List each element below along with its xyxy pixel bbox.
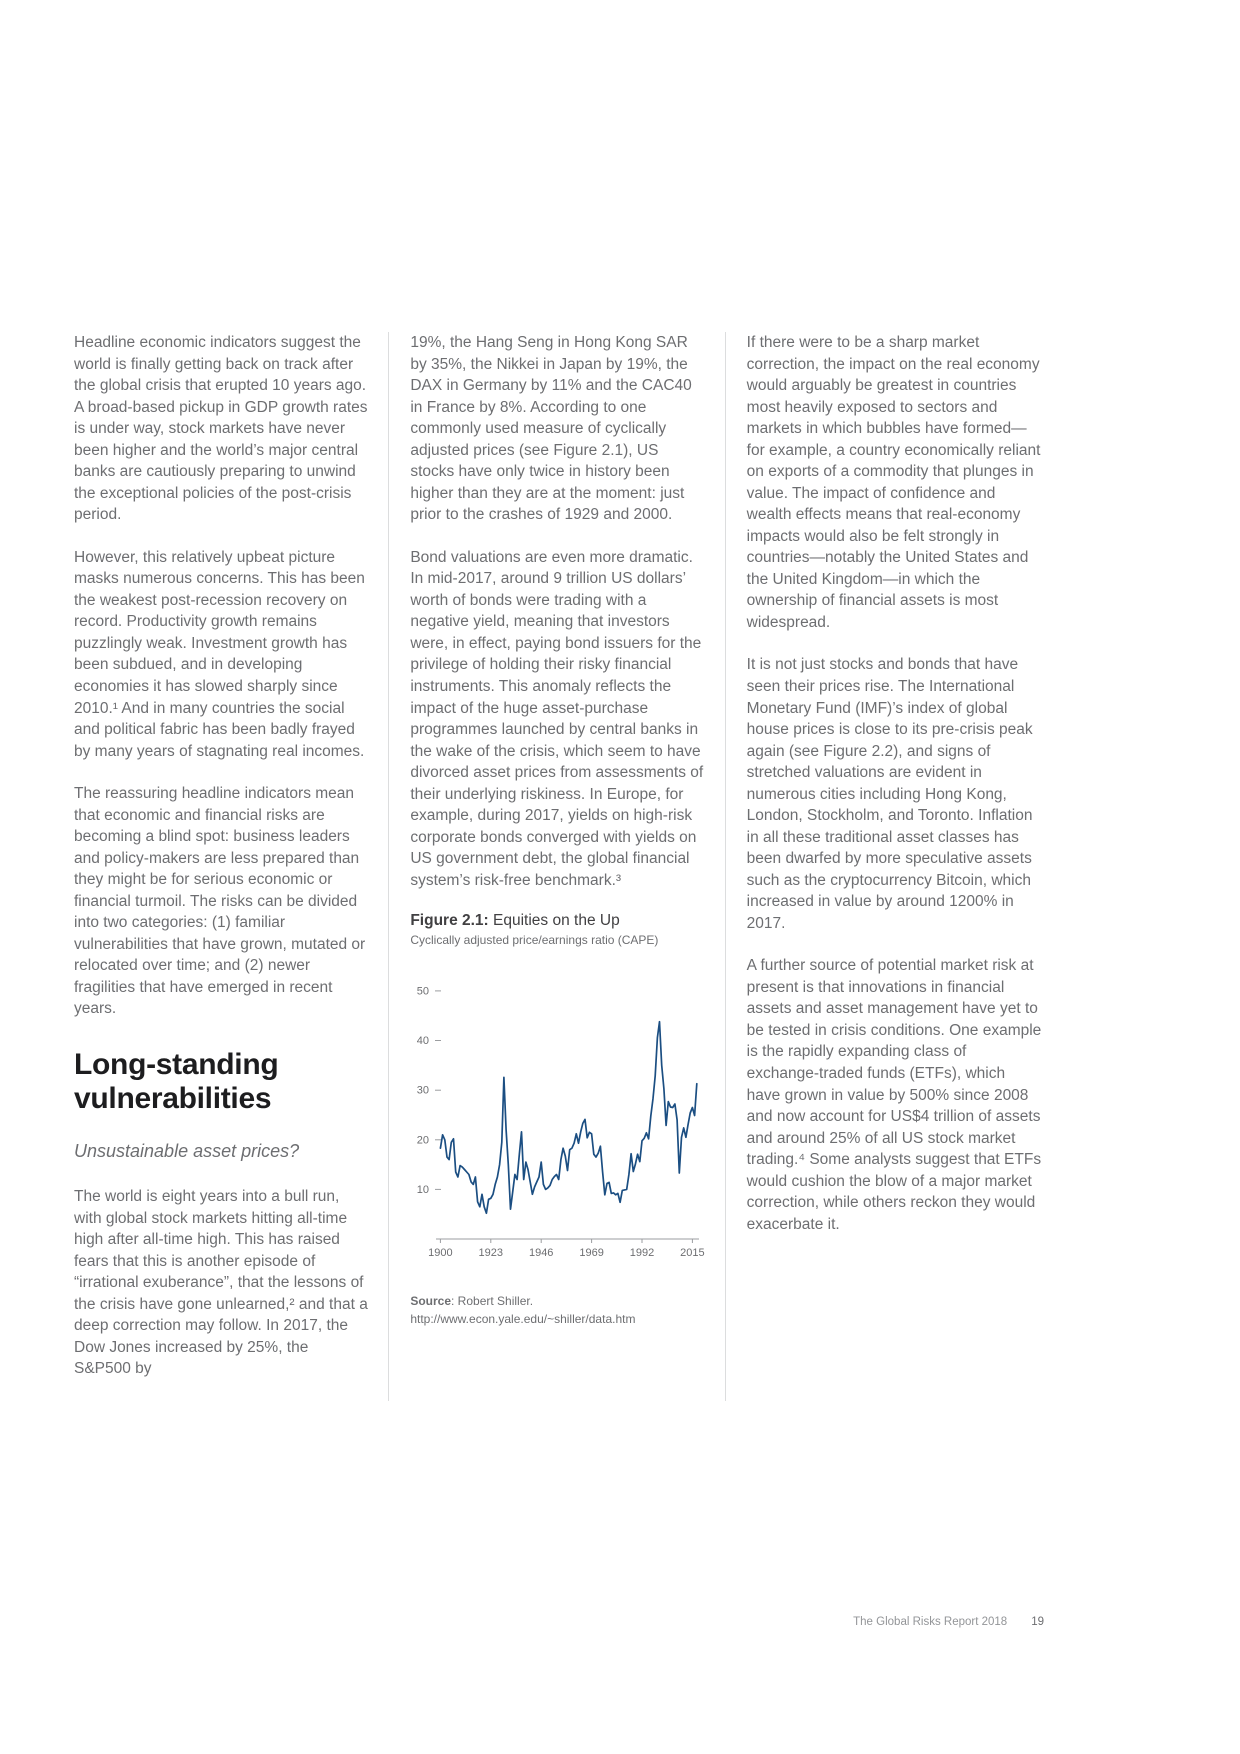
svg-text:40: 40 — [417, 1035, 430, 1048]
paragraph: If there were to be a sharp market correction, the impact on the real economy would arguably be greatest in countries most heavily exposed to sectors and markets in which bubbles have formed—for example, a country economically reliant on exports of a commodity that plunges in value. The impact of confidence and wealth effects means that real-economy impacts would also be felt strongly in countries—notably the United States and the United Kingdom—in which the ownership of financial assets is most widespread. — [746, 334, 1041, 631]
figure-label: Figure 2.1: — [410, 912, 489, 930]
figure-title — [410, 912, 705, 930]
svg-text:1992: 1992 — [630, 1247, 655, 1260]
svg-text:20: 20 — [417, 1134, 430, 1147]
paragraph: A further source of potential market risk at present is that innovations in financial assets and asset management have yet to be tested in crisis conditions. One example is the rapidly expanding class of exchange-traded funds (ETFs), which have grown in value by 500% since 2008 and now account for US$4 trillion of assets and around 25% of all US stock market trading.⁴ Some analysts suggest that ETFs would cushion the blow of a major market correction, while others reckon they would exacerbate it. — [746, 957, 1042, 1233]
svg-text:1969: 1969 — [579, 1247, 605, 1260]
cape-chart — [410, 969, 706, 1269]
figure-subtitle: Cyclically adjusted price/earnings ratio (CAPE) — [410, 933, 659, 948]
column-2 — [388, 332, 705, 1401]
paragraph: Bond valuations are even more dramatic. In mid-2017, around 9 trillion US dollars’ worth of bonds were trading with a negative yield, meaning that investors were, in effect, paying bond issuers for the privilege of holding their risky financial instruments. This anomaly reflects the impact of the huge asset-purchase programmes launched by central banks in the wake of the crisis, which seem to have divorced asset prices from assessments of their underlying riskiness. In Europe, for example, during 2017, yields on high-risk corporate bonds converged with yields on US government debt, the global financial system’s risk-free benchmark.³ — [410, 548, 704, 889]
section-heading: Long-standing vulnerabilities — [74, 1047, 279, 1115]
paragraph: Headline economic indicators suggest the world is finally getting back on track after the global crisis that erupted 10 years ago. A broad-based pickup in GDP growth rates is under way, stock markets have never been higher and the world’s major central banks are cautiously preparing to unwind the exceptional policies of the post-crisis period. — [74, 334, 368, 524]
svg-text:30: 30 — [417, 1084, 430, 1097]
svg-text:50: 50 — [417, 985, 430, 998]
figure-2-1 — [410, 912, 705, 1328]
svg-text:10: 10 — [417, 1184, 430, 1197]
svg-text:2015: 2015 — [680, 1247, 705, 1260]
footer-report-title: The Global Risks Report 2018 — [853, 1616, 1008, 1628]
paragraph: The world is eight years into a bull run, with global stock markets hitting all-time high after all-time high. This has raised fears that this is another episode of “irrational exuberance”, that the lessons of the crisis have gone unlearned,² and that a deep correction may follow. In 2017, the Dow Jones increased by 25%, the S&P500 by — [74, 1188, 368, 1378]
source-url: http://www.econ.yale.edu/~shiller/data.htm — [410, 1311, 636, 1326]
paragraph: 19%, the Hang Seng in Hong Kong SAR by 35%, the Nikkei in Japan by 19%, the DAX in Germany by 11% and the CAC40 in France by 8%. According to one commonly used measure of cyclically adjusted prices (see Figure 2.1), US stocks have only twice in history been higher than they are at the moment: just prior to the crashes of 1929 and 2000. — [410, 334, 692, 524]
source-text: : Robert Shiller. — [451, 1294, 534, 1309]
paragraph: It is not just stocks and bonds that have seen their prices rise. The International Monetary Fund (IMF)’s index of global house prices is close to its pre-crisis peak again (see Figure 2.2), and signs of stretched valuations are evident in numerous cities including Hong Kong, London, Stockholm, and Toronto. Inflation in all these traditional asset classes has been dwarfed by more speculative assets such as the cryptocurrency Bitcoin, which increased in value by around 1200% in 2017. — [746, 656, 1033, 932]
paragraph: However, this relatively upbeat picture masks numerous concerns. This has been the weakest post-recession recovery on record. Productivity growth remains puzzlingly weak. Investment growth has been subdued, and in developing economies it has slowed sharply since 2010.¹ And in many countries the social and political fabric has been badly frayed by many years of stagnating real incomes. — [74, 548, 365, 760]
column-3 — [725, 332, 1042, 1401]
figure-title-text: Equities on the Up — [488, 912, 620, 930]
source-label: Source — [410, 1294, 452, 1309]
page-content — [74, 332, 1042, 1401]
page-footer — [853, 1616, 1044, 1628]
figure-source — [410, 1293, 705, 1328]
footer-page-number: 19 — [1031, 1616, 1044, 1628]
subsection-heading: Unsustainable asset prices? — [74, 1141, 300, 1162]
svg-text:1900: 1900 — [428, 1247, 453, 1260]
column-1 — [74, 332, 369, 1401]
svg-text:1923: 1923 — [478, 1247, 504, 1260]
svg-text:1946: 1946 — [529, 1247, 554, 1260]
paragraph: The reassuring headline indicators mean that economic and financial risks are becoming a blind spot: business leaders and policy-makers are less prepared than they might be for serious economic or financial turmoil. The risks can be divided into two categories: (1) familiar vulnerabilities that have grown, mutated or relocated over time; and (2) newer fragilities that have emerged in recent years. — [74, 785, 366, 1018]
